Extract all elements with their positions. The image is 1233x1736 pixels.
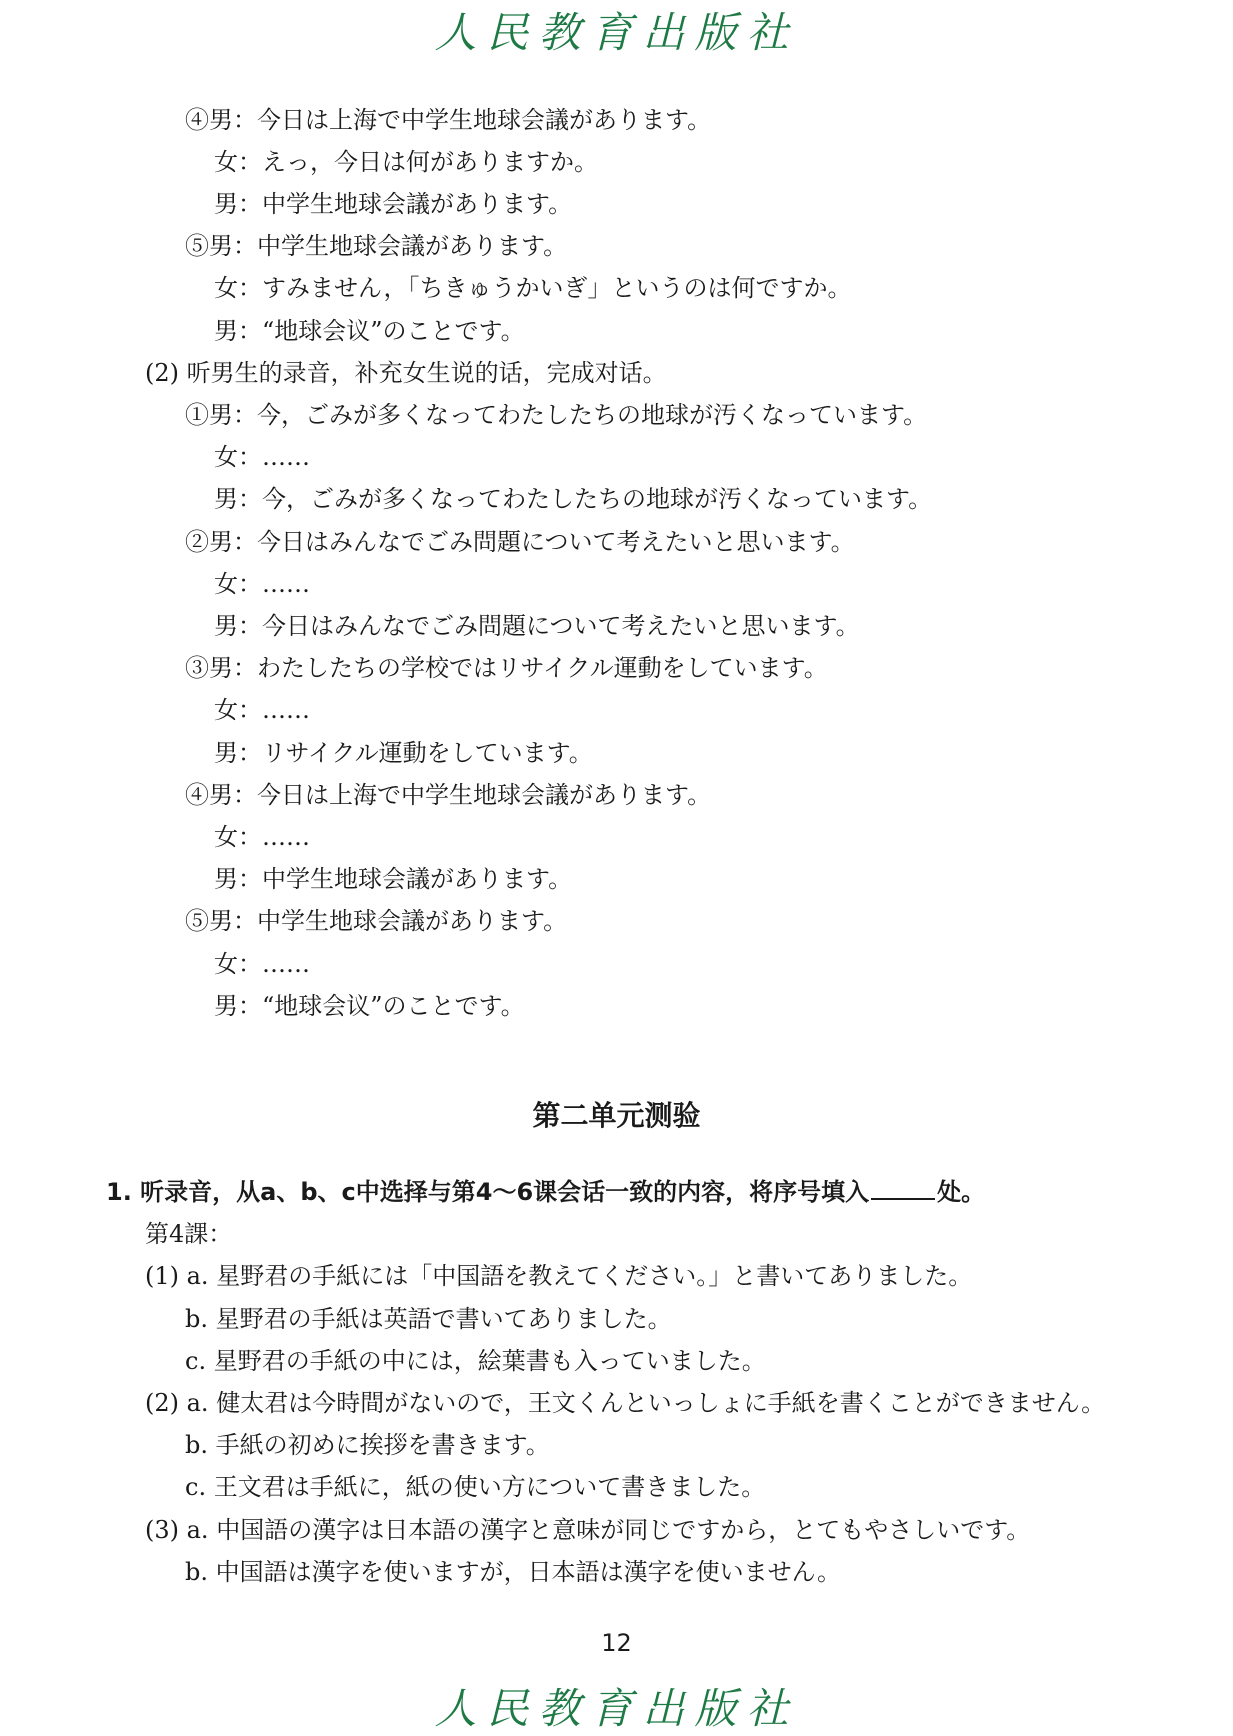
dialogue-line: 男：今日はみんなでごみ問題について考えたいと思います。 bbox=[214, 612, 860, 640]
dialogue-line: 男：今，ごみが多くなってわたしたちの地球が汚くなっています。 bbox=[214, 485, 933, 513]
dialogue-line: ②男：今日はみんなでごみ問題について考えたいと思います。 bbox=[185, 528, 855, 556]
dialogue-line: 男：“地球会议”のことです。 bbox=[214, 317, 525, 345]
page-number: 12 bbox=[601, 1629, 632, 1657]
dialogue-line: 男：“地球会议”のことです。 bbox=[214, 992, 525, 1020]
question-instruction bbox=[106, 1176, 985, 1208]
dialogue-line: ③男：わたしたちの学校ではリサイクル運動をしています。 bbox=[185, 654, 828, 682]
option-line: c. 王文君は手紙に，紙の使い方について書きました。 bbox=[185, 1473, 766, 1501]
dialogue-line: 女：…… bbox=[214, 443, 310, 471]
dialogue-line: 女：すみません，「ちきゅうかいぎ」というのは何ですか。 bbox=[214, 274, 852, 302]
option-line: (1) a. 星野君の手紙には「中国語を教えてください。」と書いてありました。 bbox=[145, 1262, 973, 1290]
dialogue-line: ①男：今，ごみが多くなってわたしたちの地球が汚くなっています。 bbox=[185, 401, 928, 429]
publisher-logo-bottom: 人民教育出版社 bbox=[434, 1684, 799, 1733]
option-line: c. 星野君の手紙の中には，絵葉書も入っていました。 bbox=[185, 1347, 766, 1375]
dialogue-line: 男：中学生地球会議があります。 bbox=[214, 865, 573, 893]
dialogue-line: ⑤男：中学生地球会議があります。 bbox=[185, 232, 568, 260]
option-line: b. 中国語は漢字を使いますが，日本語は漢字を使いません。 bbox=[185, 1558, 842, 1586]
option-line: (2) a. 健太君は今時間がないので，王文くんといっしょに手紙を書くことができません。 bbox=[145, 1389, 1106, 1417]
option-line: b. 手紙の初めに挨拶を書きます。 bbox=[185, 1431, 550, 1459]
dialogue-line: 女：えっ，今日は何がありますか。 bbox=[214, 148, 598, 176]
dialogue-line: 女：…… bbox=[214, 570, 310, 598]
dialogue-line: 女：…… bbox=[214, 950, 310, 978]
section-title: 第二单元测验 bbox=[532, 1099, 701, 1132]
dialogue-line: 女：…… bbox=[214, 823, 310, 851]
option-line: b. 星野君の手紙は英語で書いてありました。 bbox=[185, 1305, 672, 1333]
lesson-label: 第4課： bbox=[145, 1220, 233, 1248]
dialogue-line: 男：リサイクル運動をしています。 bbox=[214, 739, 593, 767]
dialogue-line: ④男：今日は上海で中学生地球会議があります。 bbox=[185, 106, 712, 134]
instruction-text: 1. 听录音，从a、b、c中选择与第4～6课会话一致的内容，将序号填入 bbox=[106, 1178, 870, 1206]
dialogue-line: ⑤男：中学生地球会議があります。 bbox=[185, 907, 568, 935]
exercise-instruction: (2) 听男生的录音，补充女生说的话，完成对话。 bbox=[145, 359, 667, 387]
instruction-text-end: 处。 bbox=[937, 1178, 986, 1206]
answer-blank bbox=[871, 1176, 935, 1200]
dialogue-line: ④男：今日は上海で中学生地球会議があります。 bbox=[185, 781, 712, 809]
dialogue-line: 女：…… bbox=[214, 696, 310, 724]
dialogue-line: 男：中学生地球会議があります。 bbox=[214, 190, 573, 218]
option-line: (3) a. 中国語の漢字は日本語の漢字と意味が同じですから，とてもやさしいです。 bbox=[145, 1516, 1031, 1544]
publisher-logo-top: 人民教育出版社 bbox=[434, 8, 799, 57]
